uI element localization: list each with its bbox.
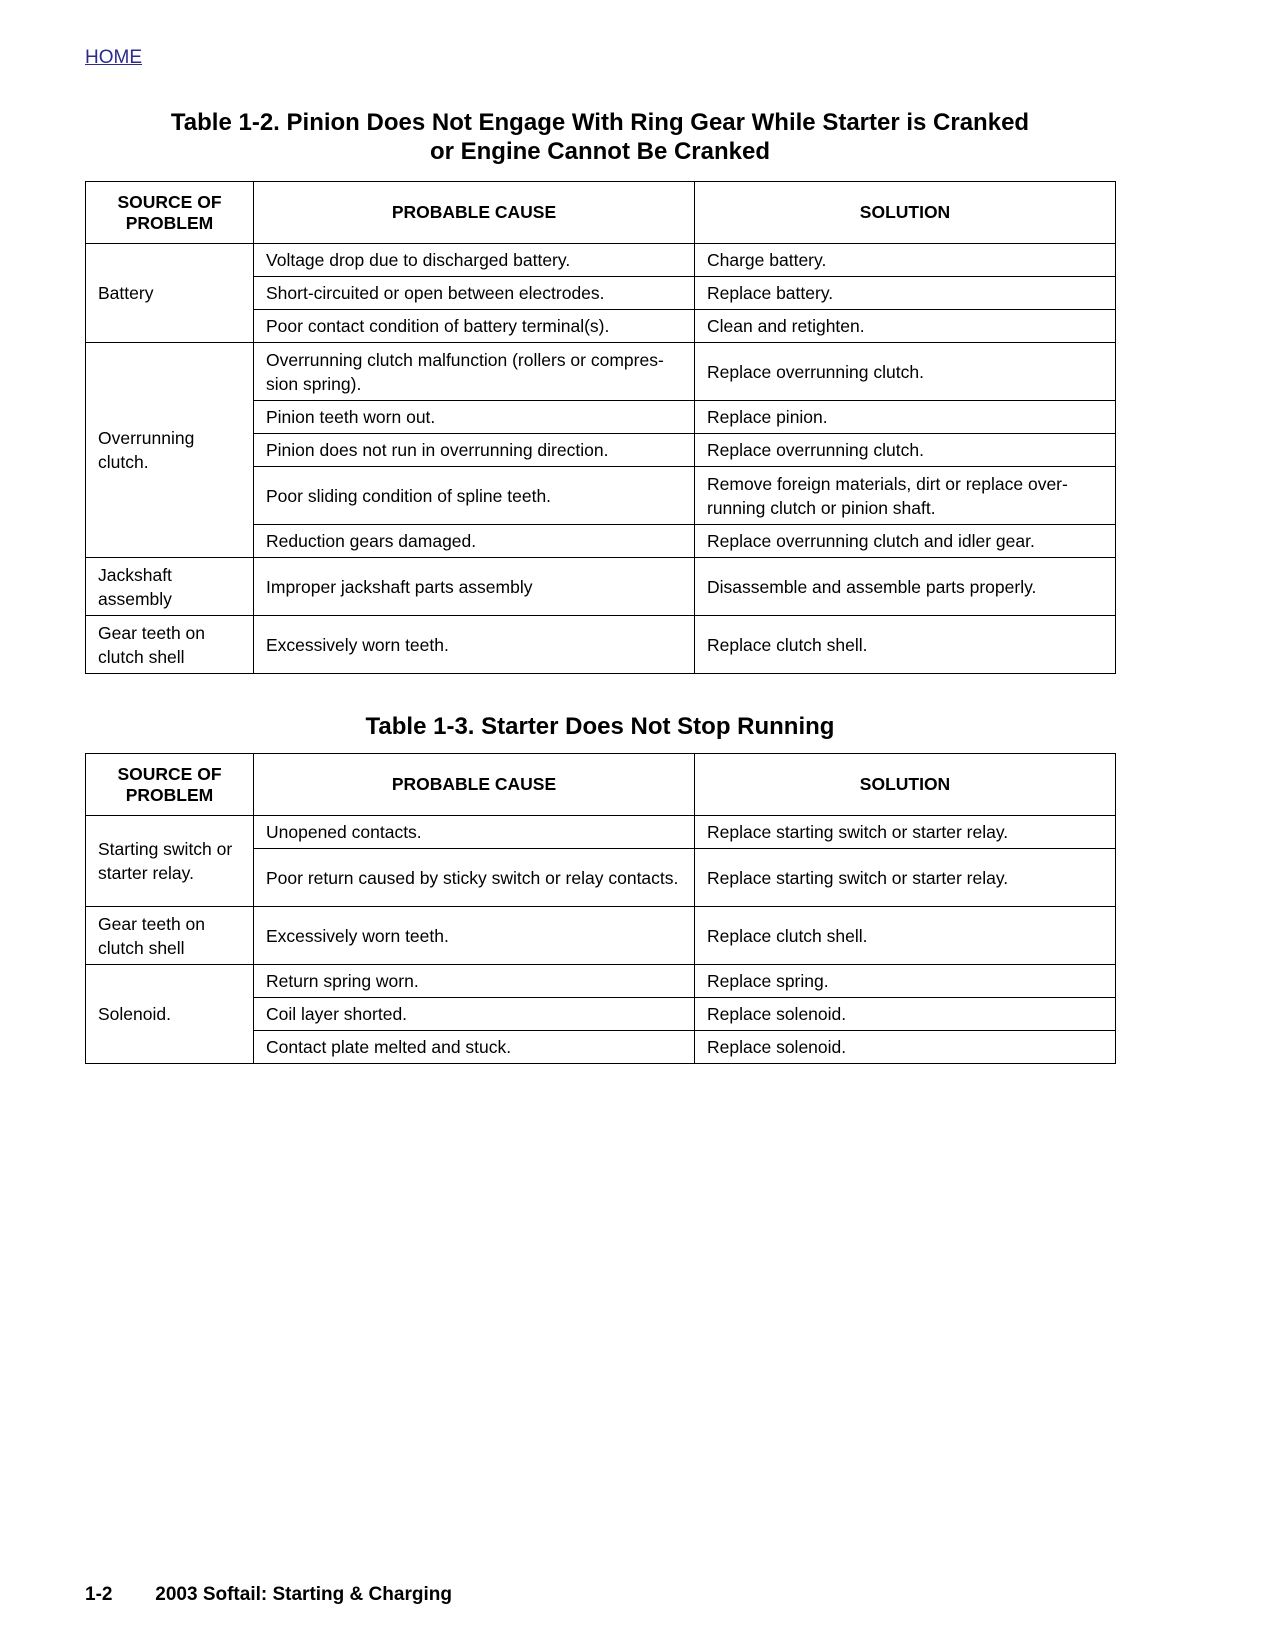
solution-cell: Replace clutch shell.: [695, 616, 1116, 674]
solution-cell: Replace solenoid.: [695, 1031, 1116, 1064]
table-1-3: [85, 753, 1116, 1064]
home-link[interactable]: HOME: [85, 47, 142, 68]
table-row: [86, 907, 1116, 965]
cause-cell: Pinion teeth worn out.: [254, 401, 695, 434]
table-1-2-title-line2: or Engine Cannot Be Cranked: [429, 138, 771, 165]
source-cell: Battery: [86, 244, 254, 343]
cause-cell: Pinion does not run in overrunning direction.: [254, 434, 695, 467]
page-footer: [85, 1584, 452, 1606]
solution-cell: Replace spring.: [695, 965, 1116, 998]
table-row: [86, 616, 1116, 674]
header-solution: SOLUTION: [695, 182, 1116, 244]
solution-cell: Replace battery.: [695, 277, 1116, 310]
source-cell: Gear teeth on clutch shell: [86, 907, 254, 965]
cause-cell: Poor contact condition of battery terminal(s).: [254, 310, 695, 343]
solution-cell: Replace starting switch or starter relay.: [695, 816, 1116, 849]
header-solution: SOLUTION: [695, 754, 1116, 816]
solution-cell: Replace clutch shell.: [695, 907, 1116, 965]
page-number: 1-2: [85, 1584, 113, 1605]
source-cell: Solenoid.: [86, 965, 254, 1064]
solution-cell: Replace overrunning clutch and idler gear.: [695, 525, 1116, 558]
header-probable-cause: PROBABLE CAUSE: [254, 182, 695, 244]
solution-cell: Clean and retighten.: [695, 310, 1116, 343]
cause-cell: Short-circuited or open between electrodes.: [254, 277, 695, 310]
cause-cell: Poor return caused by sticky switch or relay contacts.: [254, 849, 695, 907]
solution-cell: Replace overrunning clutch.: [695, 434, 1116, 467]
cause-cell: Excessively worn teeth.: [254, 616, 695, 674]
footer-title: 2003 Softail: Starting & Charging: [155, 1584, 452, 1605]
header-source-of-problem: SOURCE OF PROBLEM: [86, 754, 254, 816]
cause-cell: Coil layer shorted.: [254, 998, 695, 1031]
cause-cell: Contact plate melted and stuck.: [254, 1031, 695, 1064]
table-1-3-title-text: Table 1-3. Starter Does Not Stop Running: [365, 713, 835, 740]
table-1-2: [85, 181, 1116, 674]
cause-cell: Poor sliding condition of spline teeth.: [254, 467, 695, 525]
solution-cell: Replace overrunning clutch.: [695, 343, 1116, 401]
cause-cell: Voltage drop due to discharged battery.: [254, 244, 695, 277]
header-probable-cause: PROBABLE CAUSE: [254, 754, 695, 816]
solution-cell: Replace pinion.: [695, 401, 1116, 434]
source-cell: Jackshaft assembly: [86, 558, 254, 616]
header-source-of-problem: SOURCE OF PROBLEM: [86, 182, 254, 244]
table-row: [86, 816, 1116, 849]
solution-cell: Replace starting switch or starter relay.: [695, 849, 1116, 907]
table-header-row: [86, 754, 1116, 816]
source-cell: Gear teeth on clutch shell: [86, 616, 254, 674]
cause-cell: Overrunning clutch malfunction (rollers or compres-sion spring).: [254, 343, 695, 401]
table-1-3-title: [85, 712, 1115, 741]
solution-cell: Remove foreign materials, dirt or replace over-running clutch or pinion shaft.: [695, 467, 1116, 525]
cause-cell: Excessively worn teeth.: [254, 907, 695, 965]
cause-cell: Return spring worn.: [254, 965, 695, 998]
table-header-row: [86, 182, 1116, 244]
cause-cell: Unopened contacts.: [254, 816, 695, 849]
table-row: [86, 244, 1116, 277]
table-row: [86, 558, 1116, 616]
solution-cell: Charge battery.: [695, 244, 1116, 277]
table-1-2-title: [85, 108, 1115, 166]
source-cell: Starting switch or starter relay.: [86, 816, 254, 907]
cause-cell: Reduction gears damaged.: [254, 525, 695, 558]
solution-cell: Replace solenoid.: [695, 998, 1116, 1031]
table-row: [86, 965, 1116, 998]
solution-cell: Disassemble and assemble parts properly.: [695, 558, 1116, 616]
table-1-2-title-line1: Table 1-2. Pinion Does Not Engage With Ring Gear While Starter is Cranked: [170, 109, 1030, 136]
cause-cell: Improper jackshaft parts assembly: [254, 558, 695, 616]
source-cell: Overrunning clutch.: [86, 343, 254, 558]
table-row: [86, 343, 1116, 401]
